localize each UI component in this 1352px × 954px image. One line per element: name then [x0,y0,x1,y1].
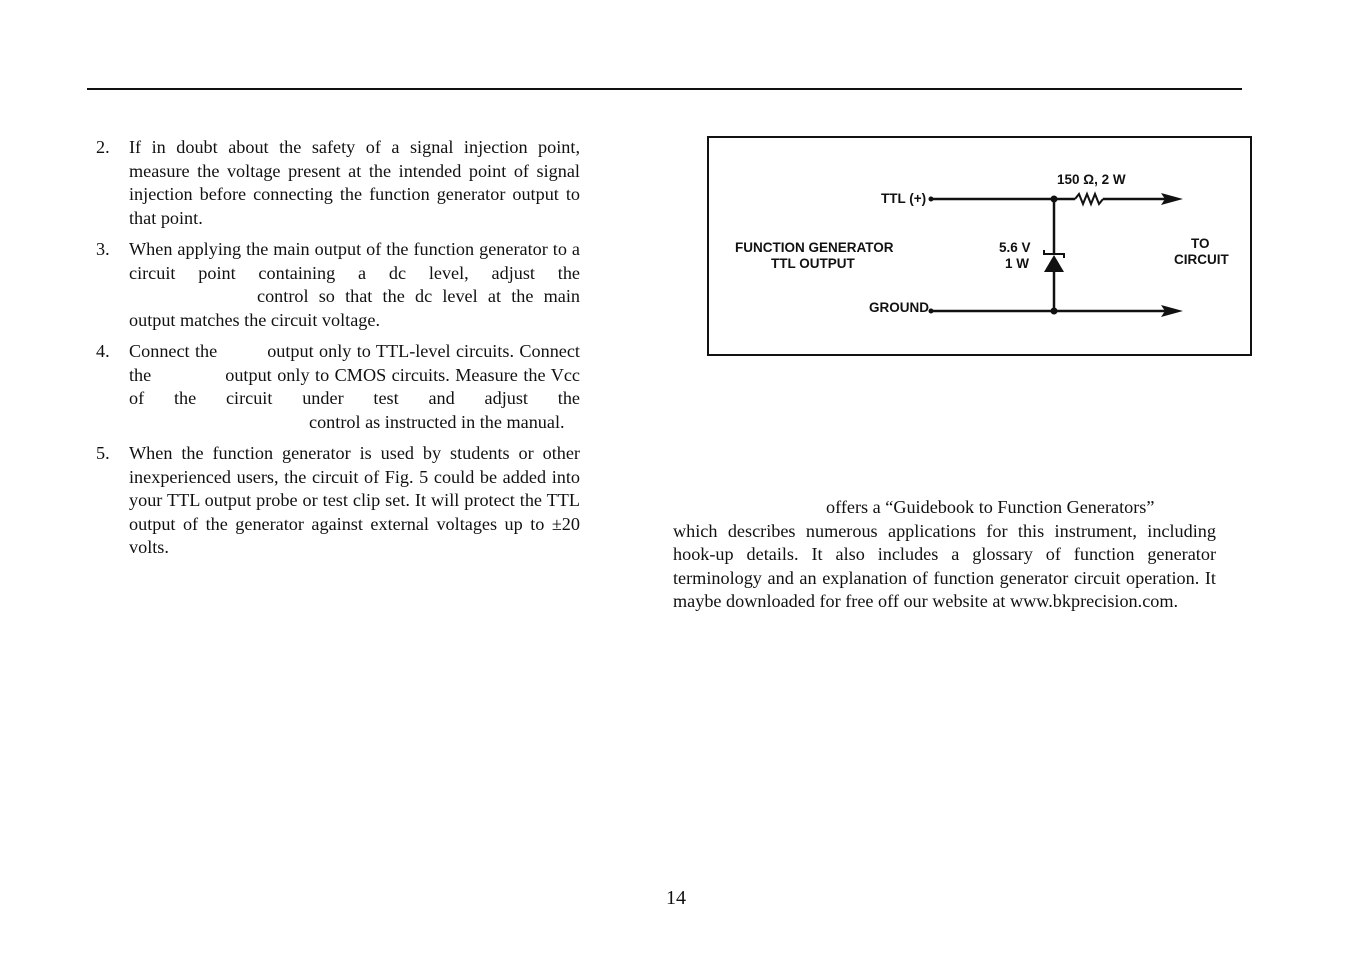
list-item-number: 5. [96,443,110,463]
list-item-text-part: control as instructed in the manual. [309,411,565,432]
source-label: FUNCTION GENERATOR [735,240,894,255]
list-item-text-part: When applying the main output of the function generator to a circuit point containing a dc level, adjust the [129,239,580,283]
zener-diode-symbol [1044,255,1064,272]
list-item-number: 2. [96,137,110,157]
source-label: TTL OUTPUT [771,256,855,271]
ground-label: GROUND [869,300,929,315]
destination-label: CIRCUIT [1174,252,1229,267]
list-item-number: 3. [96,239,110,259]
list-item [94,238,580,332]
list-item-text-part: control so that the dc level at the main output matches the circuit voltage. [129,286,580,330]
list-item-text: If in doubt about the safety of a signal injection point, measure the voltage present at the intended point of signal injection before connecting the function generator output to that point. [129,137,580,228]
list-item-text-part: Connect the [129,341,218,361]
guidebook-first-line: offers a “Guidebook to Function Generators” [826,497,1155,517]
list-item-text-part: output only to TTL-level circuits. Connect the [129,341,580,385]
guidebook-text: which describes numerous applications for this instrument, including hook-up details. It also includes a glossary of function generator terminology and an explanation of function generator circuit operation. It maybe downloaded for free off our website at www.bkprecision.com. [673,520,1216,611]
page-number: 14 [666,887,686,909]
zener-label: 5.6 V [999,240,1031,255]
junction-dot [1051,308,1058,315]
ttl-protection-circuit-figure [707,136,1252,356]
precautions-list [94,136,580,568]
list-item-text [129,340,580,434]
ground-terminal [929,309,934,314]
list-item [94,442,580,560]
resistor-symbol [1075,194,1103,204]
list-item [94,340,580,434]
list-item-number: 4. [96,341,110,361]
resistor-label: 150 Ω, 2 W [1057,172,1126,187]
list-item-text-part: output only to CMOS circuits. Measure the Vcc of the circuit under test and adjust the [129,364,580,408]
guidebook-paragraph [673,496,1216,614]
list-item-text [129,238,580,332]
zener-label: 1 W [1005,256,1030,271]
header-rule [87,88,1242,90]
list-item-text: When the function generator is used by students or other inexperienced users, the circuit of Fig. 5 could be added into your TTL output probe or test clip set. It will protect the TTL output of the generator against external voltages up to ±20 volts. [129,443,580,557]
ttl-terminal [929,197,934,202]
circuit-diagram [709,138,1250,354]
ttl-label: TTL (+) [881,191,927,206]
destination-label: TO [1191,236,1210,251]
list-item [94,136,580,230]
